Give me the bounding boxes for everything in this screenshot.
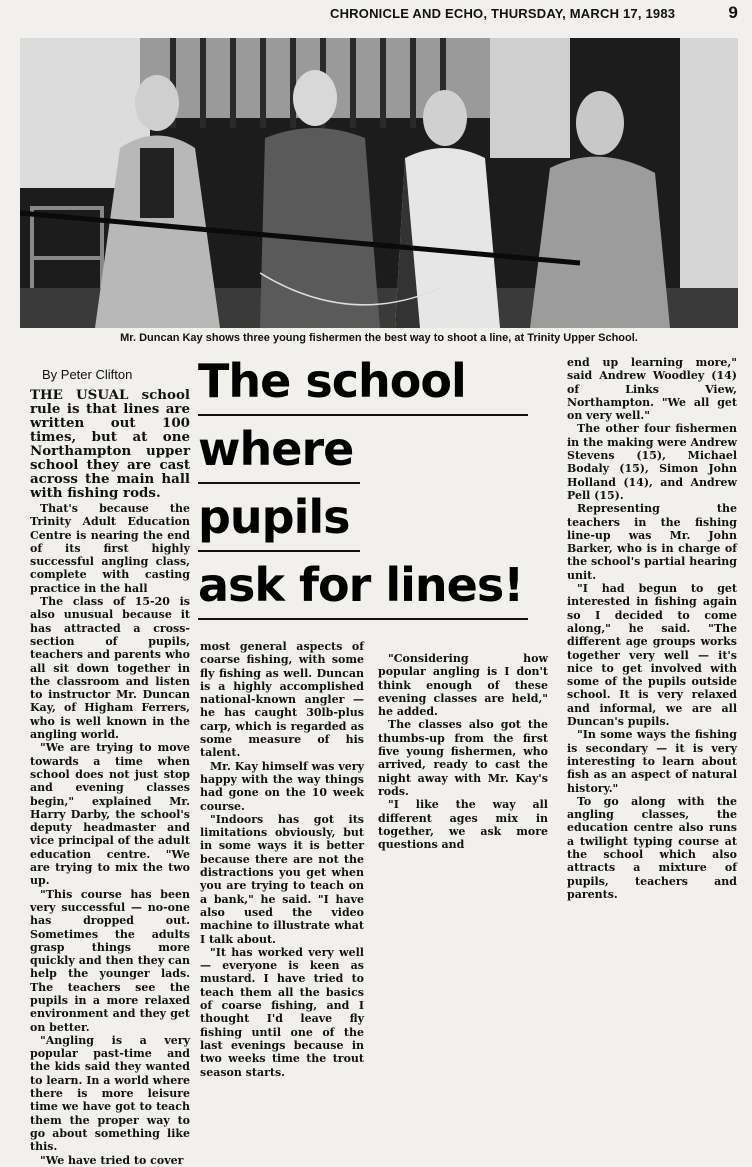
article-paragraph: "We are trying to move towards a time when school does not just stop and evening classes begin," explained Mr. Harry Darby, the school's deputy headmaster and vice principal of the adult education centre. "We are trying to mix the two up. bbox=[30, 741, 190, 888]
byline: By Peter Clifton bbox=[42, 367, 133, 382]
article-paragraph: "I like the way all different ages mix in together, we ask more questions and bbox=[378, 798, 548, 852]
article-paragraph: "I had begun to get interested in fishing again so I decided to come along," he said. "The different age groups works together very well — it's nice to get involved with some of the pupils outside school. It is very relaxed and informal, we are all Duncan's pupils. bbox=[567, 582, 737, 729]
photo-illustration bbox=[20, 38, 738, 328]
article-paragraph: Mr. Kay himself was very happy with the way things had gone on the 10 week course. bbox=[200, 759, 364, 813]
article-paragraph: That's because the Trinity Adult Education Centre is nearing the end of its first highly successful angling class, complete with casting practice in the hall bbox=[30, 502, 190, 595]
headline-line-3: pupils bbox=[198, 492, 360, 552]
article-paragraph: most general aspects of coarse fishing, with some fly fishing as well. Duncan is a highly accomplished national-known angler — he has caught 30lb-plus carp, which is regarded as some measure of his talent. bbox=[200, 640, 364, 760]
article-paragraph: "Indoors has got its limitations obviously, but in some ways it is better because there are not the distractions you get when you are trying to teach on a bank," he said. "I have also used the video machine to illustrate what I talk about. bbox=[200, 812, 364, 946]
article-paragraph: "We have tried to cover bbox=[40, 1153, 184, 1167]
newspaper-masthead bbox=[330, 3, 738, 23]
headline-line-1: The school bbox=[198, 356, 528, 416]
article-paragraph: THE USUAL school rule is that lines are written out 100 times, but at one Northampton upper school they are cast across the main hall with fishing rods. bbox=[30, 387, 190, 501]
masthead-title: CHRONICLE AND ECHO, THURSDAY, MARCH 17, 1983 bbox=[330, 6, 676, 21]
article-paragraph: "Considering how popular angling is I don't think enough of these evening classes are held," he added. bbox=[378, 652, 548, 719]
article-paragraph: To go along with the angling classes, the education centre also runs a twilight typing course at the school which also attracts a mixture of pupils, teachers and parents. bbox=[567, 794, 737, 901]
article-paragraph: The other four fishermen in the making were Andrew Stevens (15), Michael Bodaly (15), Simon John Holland (14), and Andrew Pell (15). bbox=[567, 422, 737, 502]
article-paragraph: The class of 15-20 is also unusual because it has attracted a cross-section of pupils, teachers and parents who all sit down together in the classroom and listen to instructor Mr. Duncan Kay, of Higham Ferrers, who is well known in the angling world. bbox=[30, 595, 190, 742]
page-number: 9 bbox=[728, 3, 738, 22]
article-column-1 bbox=[30, 388, 190, 1167]
headline-line-2: where bbox=[198, 424, 360, 484]
article-column-4 bbox=[567, 356, 737, 901]
photo-caption: Mr. Duncan Kay shows three young fishermen the best way to shoot a line, at Trinity Upper School. bbox=[120, 332, 638, 344]
article-column-2 bbox=[200, 640, 364, 1079]
headline bbox=[198, 356, 538, 628]
article-paragraph: end up learning more," said Andrew Woodley (14) of Links View, Northampton. "We all get on very well." bbox=[567, 356, 737, 423]
article-paragraph: "In some ways the fishing is secondary — it is very interesting to learn about fish as an aspect of natural history." bbox=[567, 728, 737, 795]
article-column-3 bbox=[378, 652, 548, 851]
article-paragraph: The classes also got the thumbs-up from the first five young fishermen, who arrived, ready to cast the night away with Mr. Kay's rods. bbox=[378, 718, 548, 798]
article-paragraph: Representing the teachers in the fishing line-up was Mr. John Barker, who is in charge of the school's partial hearing unit. bbox=[567, 502, 737, 582]
article-paragraph: "It has worked very well — everyone is keen as mustard. I have tried to teach them all the basics of coarse fishing, and I thought I'd leave fly fishing until one of the last evenings because in two weeks time the trout season starts. bbox=[200, 945, 364, 1079]
article-paragraph: "This course has been very successful — no-one has dropped out. Sometimes the adults grasp things more quickly and then they can help the younger lads. The teachers see the pupils in a more relaxed environment and they get on better. bbox=[30, 887, 190, 1034]
news-photo bbox=[20, 38, 738, 328]
article-paragraph: "Angling is a very popular past-time and the kids said they wanted to learn. In a world where there is more leisure time we have got to teach them the proper way to go about something like this. bbox=[30, 1033, 190, 1154]
headline-line-4: ask for lines! bbox=[198, 560, 528, 620]
